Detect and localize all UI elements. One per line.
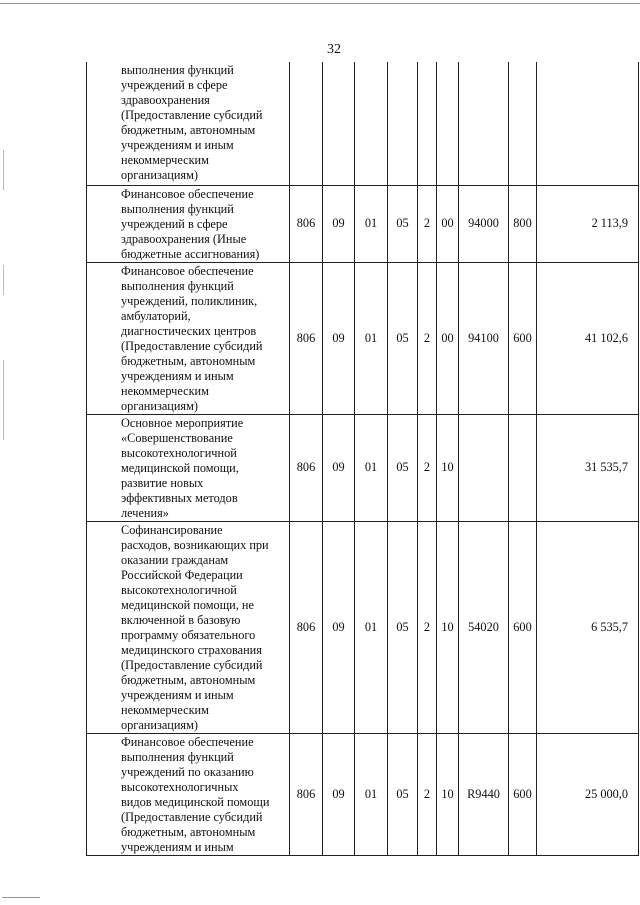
description-line: развитие новых [121,475,204,490]
code-event-cell [437,62,459,185]
code-program-cell: 05 [388,262,418,414]
description-line: здравоохранения (Иные [121,231,247,246]
code-admin-cell: 806 [290,521,323,733]
code-section-cell: 09 [323,521,355,733]
description-line: бюджетным, автономным [121,824,256,839]
row-description [87,62,290,185]
scan-bottom-mark [2,897,40,898]
description-line: оказании гражданам [121,552,229,567]
code-direction-cell: 94000 [459,185,509,262]
table-row [87,414,639,521]
description-line: некоммерческим [121,383,209,398]
description-line: учреждений в сфере [121,78,228,92]
code-section-cell: 09 [323,185,355,262]
code-section-cell: 09 [323,414,355,521]
code-subsection-cell: 01 [355,521,388,733]
description-line: бюджетным, автономным [121,353,256,368]
description-line: организациям) [121,398,198,413]
code-program-cell: 05 [388,521,418,733]
description-line: «Совершенствование [121,430,233,445]
description-line: учреждений в сфере [121,216,228,231]
code-expense-type-cell [509,414,537,521]
description-line: учреждениям и иным [121,839,234,854]
code-subprogram-cell: 2 [418,521,437,733]
code-admin-cell [290,62,323,185]
row-description [87,185,290,262]
description-line: включенной в базовую [121,612,241,627]
description-line: бюджетным, автономным [121,123,256,137]
row-description [87,521,290,733]
amount-cell: 25 000,0 [537,733,639,855]
code-subsection-cell [355,62,388,185]
description-line: некоммерческим [121,153,209,167]
amount-cell: 41 102,6 [537,262,639,414]
description-line: расходов, возникающих при [121,537,269,552]
description-line: Софинансирование [121,522,223,537]
description-line: организациям) [121,168,198,182]
amount-cell: 31 535,7 [537,414,639,521]
description-line: высокотехнологичной [121,445,237,460]
amount-cell: 2 113,9 [537,185,639,262]
description-line: бюджетные ассигнования) [121,246,260,261]
description-line: высокотехнологичных [121,779,239,794]
row-description [87,262,290,414]
code-subsection-cell: 01 [355,414,388,521]
code-program-cell: 05 [388,733,418,855]
top-scan-edge [0,3,640,4]
description-line: (Предоставление субсидий [121,108,263,122]
code-event-cell: 00 [437,185,459,262]
code-subsection-cell: 01 [355,185,388,262]
code-expense-type-cell [509,62,537,185]
code-direction-cell [459,62,509,185]
description-line: (Предоставление субсидий [121,338,263,353]
code-subprogram-cell: 2 [418,262,437,414]
description-line: бюджетным, автономным [121,672,256,687]
description-line: выполнения функций [121,201,234,216]
description-line: Российской Федерации [121,567,243,582]
table-row [87,262,639,414]
code-direction-cell: R9440 [459,733,509,855]
code-subprogram-cell: 2 [418,414,437,521]
page-number: 32 [327,42,341,57]
code-direction-cell: 94100 [459,262,509,414]
code-subprogram-cell [418,62,437,185]
description-line: учреждениям и иным [121,138,234,152]
code-subsection-cell: 01 [355,262,388,414]
code-expense-type-cell: 600 [509,733,537,855]
code-event-cell: 10 [437,521,459,733]
description-line: выполнения функций [121,278,234,293]
code-event-cell: 00 [437,262,459,414]
description-line: выполнения функций [121,63,234,77]
description-line: высокотехнологичной [121,582,237,597]
description-line: медицинской помощи, не [121,597,254,612]
code-event-cell: 10 [437,414,459,521]
budget-table [86,62,639,856]
code-subsection-cell: 01 [355,733,388,855]
description-line: амбулаторий, [121,308,191,323]
code-admin-cell: 806 [290,414,323,521]
description-line: эффективных методов [121,490,238,505]
code-section-cell: 09 [323,733,355,855]
description-line: учреждениям и иным [121,368,234,383]
code-admin-cell: 806 [290,733,323,855]
description-line: некоммерческим [121,702,209,717]
table-row [87,521,639,733]
description-line: здравоохранения [121,93,210,107]
code-section-cell [323,62,355,185]
code-admin-cell: 806 [290,262,323,414]
description-line: лечения» [121,505,169,520]
code-subprogram-cell: 2 [418,733,437,855]
code-event-cell: 10 [437,733,459,855]
description-line: медицинского страхования [121,642,262,657]
row-description [87,733,290,855]
code-subprogram-cell: 2 [418,185,437,262]
description-line: (Предоставление субсидий [121,657,263,672]
code-expense-type-cell: 600 [509,521,537,733]
code-program-cell [388,62,418,185]
description-line: Финансовое обеспечение [121,186,254,201]
description-line: медицинской помощи, [121,460,239,475]
description-line: Финансовое обеспечение [121,263,254,278]
description-line: диагностических центров [121,323,257,338]
description-line: организациям) [121,717,198,732]
amount-cell [537,62,639,185]
description-line: учреждениям и иным [121,687,234,702]
description-line: учреждений, поликлиник, [121,293,258,308]
table-row [87,62,639,185]
description-line: видов медицинской помощи [121,794,270,809]
scan-margin-mark [3,265,4,295]
code-direction-cell [459,414,509,521]
description-line: программу обязательного [121,627,256,642]
amount-cell: 6 535,7 [537,521,639,733]
code-direction-cell: 54020 [459,521,509,733]
code-program-cell: 05 [388,185,418,262]
description-line: Финансовое обеспечение [121,734,254,749]
description-line: Основное мероприятие [121,415,244,430]
description-line: выполнения функций [121,749,234,764]
description-line: учреждений по оказанию [121,764,254,779]
scan-margin-mark [3,150,4,190]
description-line: (Предоставление субсидий [121,809,263,824]
code-expense-type-cell: 600 [509,262,537,414]
code-expense-type-cell: 800 [509,185,537,262]
table-row [87,733,639,855]
code-section-cell: 09 [323,262,355,414]
scan-margin-mark [3,360,4,440]
row-description [87,414,290,521]
table-row [87,185,639,262]
code-admin-cell: 806 [290,185,323,262]
code-program-cell: 05 [388,414,418,521]
